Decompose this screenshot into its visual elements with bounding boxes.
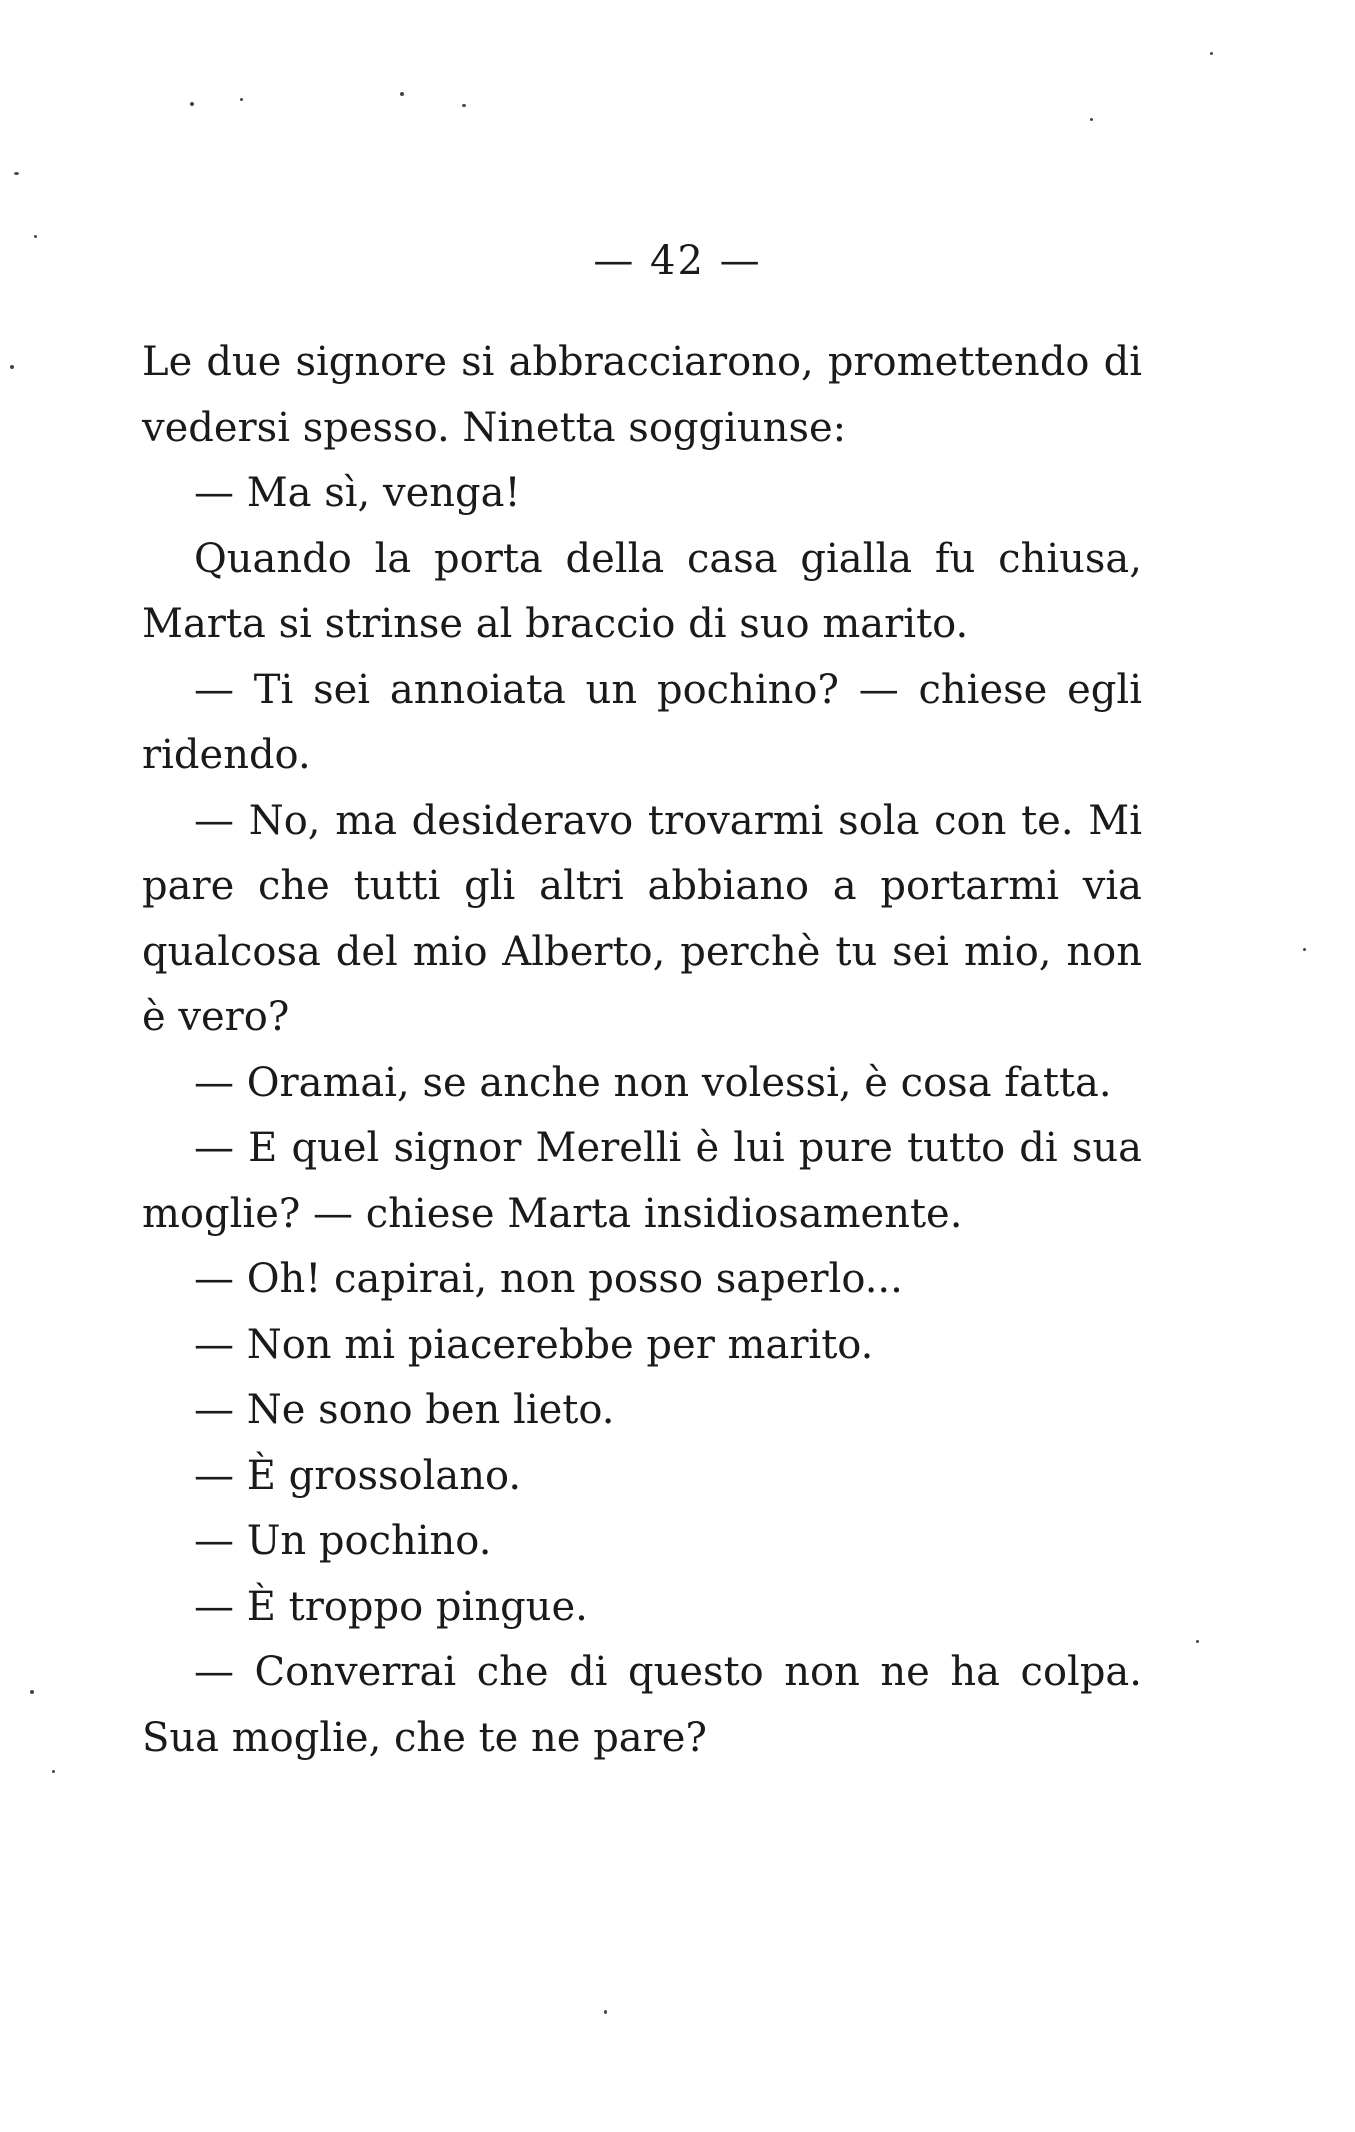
page-number: — 42 — bbox=[593, 238, 762, 284]
scan-speck bbox=[1196, 1640, 1199, 1643]
scan-speck bbox=[190, 102, 194, 106]
paragraph: — Un pochino. bbox=[194, 1518, 492, 1564]
paragraph: — No, ma desideravo trovarmi sola con te. Mi pare che tutti gli altri abbiano a portarmi via qualcosa del mio Alberto, perchè tu sei mio, non è vero? bbox=[142, 797, 1142, 1040]
paragraph: — Converrai che di questo non ne ha colpa. Sua moglie, che te ne pare? bbox=[142, 1649, 1142, 1761]
paragraph: — Ne sono ben lieto. bbox=[194, 1387, 615, 1433]
scan-speck bbox=[400, 92, 404, 96]
paragraph: — È troppo pingue. bbox=[194, 1583, 588, 1630]
scan-speck bbox=[462, 104, 466, 107]
body-text bbox=[142, 330, 1142, 1771]
scan-speck bbox=[1090, 118, 1093, 121]
scan-speck bbox=[240, 98, 243, 101]
scan-speck bbox=[604, 2010, 607, 2014]
scan-speck bbox=[52, 1770, 55, 1773]
paragraph: Quando la porta della casa gialla fu chiusa, Marta si strinse al braccio di suo marito. bbox=[142, 535, 1142, 647]
paragraph: — Oh! capirai, non posso saperlo... bbox=[194, 1256, 903, 1302]
paragraph: — Ti sei annoiata un pochino? — chiese egli ridendo. bbox=[142, 666, 1142, 778]
scan-speck bbox=[30, 1690, 34, 1694]
paragraph: — Ma sì, venga! bbox=[194, 470, 521, 516]
paragraph: — E quel signor Merelli è lui pure tutto di sua moglie? — chiese Marta insidiosamente. bbox=[142, 1125, 1142, 1237]
paragraph: — Non mi piacerebbe per marito. bbox=[194, 1321, 874, 1368]
scan-speck bbox=[14, 172, 19, 175]
paragraph: — Oramai, se anche non volessi, è cosa fatta. bbox=[194, 1059, 1112, 1106]
scan-speck bbox=[10, 365, 14, 369]
scan-speck bbox=[1210, 52, 1213, 55]
scan-speck bbox=[1303, 948, 1306, 951]
paragraph: Le due signore si abbracciarono, promettendo di vedersi spesso. Ninetta soggiunse: bbox=[142, 339, 1142, 451]
paragraph: — È grossolano. bbox=[194, 1452, 522, 1499]
